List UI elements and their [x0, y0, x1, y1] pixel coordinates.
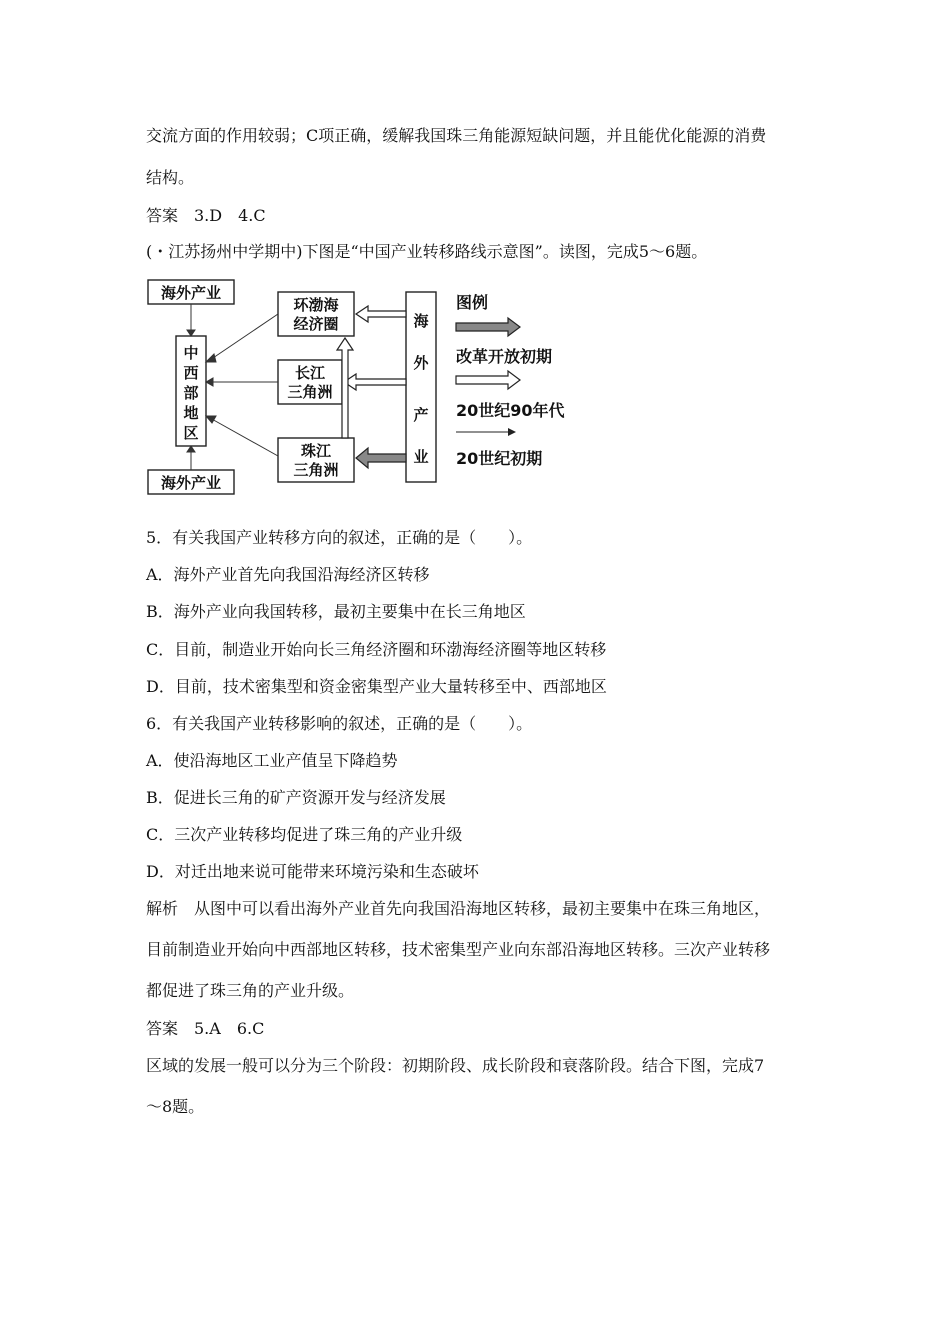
- arrowhead-pearl: [206, 416, 216, 423]
- answer-5-6: 答案 5.A 6.C: [146, 1019, 265, 1038]
- yangtze-label-1: 长江: [294, 364, 326, 382]
- legend-label-1990s: 20世纪90年代: [456, 401, 565, 420]
- explanation-line-3: 都促进了珠三角的产业升级。: [146, 981, 355, 1000]
- pearl-label-1: 珠江: [300, 442, 332, 460]
- answer-3-4: 答案 3.D 4.C: [146, 206, 266, 225]
- arrowhead-yangtze: [206, 378, 213, 386]
- pearl-label-2: 三角洲: [293, 461, 339, 479]
- arrow-bohai-to-central: [210, 314, 278, 360]
- explanation-line-2: 目前制造业开始向中西部地区转移，技术密集型产业向东部沿海地区转移。三次产业转移: [146, 940, 771, 959]
- central-west-char-5: 区: [183, 424, 199, 442]
- arrowhead-bohai: [206, 354, 216, 362]
- central-west-char-2: 西: [183, 364, 199, 382]
- arrowhead-bottom: [187, 446, 195, 452]
- question-6-option-a: A．使沿海地区工业产值呈下降趋势: [146, 751, 398, 770]
- legend-label-reform: 改革开放初期: [456, 347, 553, 366]
- overseas-vertical-char-3: 产: [413, 406, 429, 424]
- question-6-option-c: C．三次产业转移均促进了珠三角的产业升级: [146, 825, 463, 844]
- arrow-pearl-to-central: [210, 418, 278, 456]
- industry-transfer-diagram: [146, 278, 586, 496]
- explanation-line-1: 解析 从图中可以看出海外产业首先向我国沿海地区转移，最初主要集中在珠三角地区，: [146, 899, 771, 918]
- legend-thin-arrowhead: [508, 428, 516, 436]
- hollow-arrow-to-yangtze: [344, 374, 406, 390]
- text-line-2: 结构。: [146, 168, 195, 187]
- bohai-label-2: 经济圈: [293, 315, 339, 333]
- gray-arrow-to-pearl: [356, 448, 406, 468]
- question-6: 6．有关我国产业转移影响的叙述，正确的是（ ）。: [146, 714, 533, 733]
- question-5-option-d: D．目前，技术密集型和资金密集型产业大量转移至中、西部地区: [146, 677, 607, 696]
- central-west-char-1: 中: [183, 344, 199, 362]
- question-7-8-intro-1: 区域的发展一般可以分为三个阶段：初期阶段、成长阶段和衰落阶段。结合下图，完成7: [146, 1056, 765, 1075]
- question-5-6-intro: (・江苏扬州中学期中)下图是“中国产业转移路线示意图”。读图，完成5～6题。: [146, 242, 708, 261]
- question-5-option-a: A．海外产业首先向我国沿海经济区转移: [146, 565, 430, 584]
- question-6-option-d: D．对迁出地来说可能带来环境污染和生态破坏: [146, 862, 479, 881]
- central-west-char-4: 地: [183, 404, 199, 422]
- overseas-vertical-char-2: 外: [413, 354, 429, 372]
- question-5: 5．有关我国产业转移方向的叙述，正确的是（ ）。: [146, 528, 533, 547]
- legend-title: 图例: [456, 293, 489, 312]
- legend-gray-arrow: [456, 318, 520, 336]
- yangtze-label-2: 三角洲: [287, 383, 333, 401]
- overseas-vertical-char-4: 业: [413, 448, 429, 466]
- overseas-vertical-char-1: 海: [413, 312, 429, 330]
- central-west-char-3: 部: [183, 384, 199, 402]
- question-5-option-b: B．海外产业向我国转移，最初主要集中在长三角地区: [146, 602, 526, 621]
- hollow-arrow-to-bohai: [356, 306, 406, 322]
- legend-hollow-arrow: [456, 371, 520, 389]
- question-6-option-b: B．促进长三角的矿产资源开发与经济发展: [146, 788, 446, 807]
- overseas-industry-label-top: 海外产业: [160, 284, 222, 302]
- bohai-label-1: 环渤海: [293, 296, 339, 314]
- arrowhead-top: [187, 330, 195, 336]
- question-7-8-intro-2: ～8题。: [146, 1097, 205, 1116]
- question-5-option-c: C．目前，制造业开始向长三角经济圈和环渤海经济圈等地区转移: [146, 640, 607, 659]
- legend-label-early-20c: 20世纪初期: [456, 449, 543, 468]
- text-line-1: 交流方面的作用较弱；C项正确，缓解我国珠三角能源短缺问题，并且能优化能源的消费: [146, 126, 767, 145]
- overseas-industry-label-bottom: 海外产业: [160, 474, 222, 492]
